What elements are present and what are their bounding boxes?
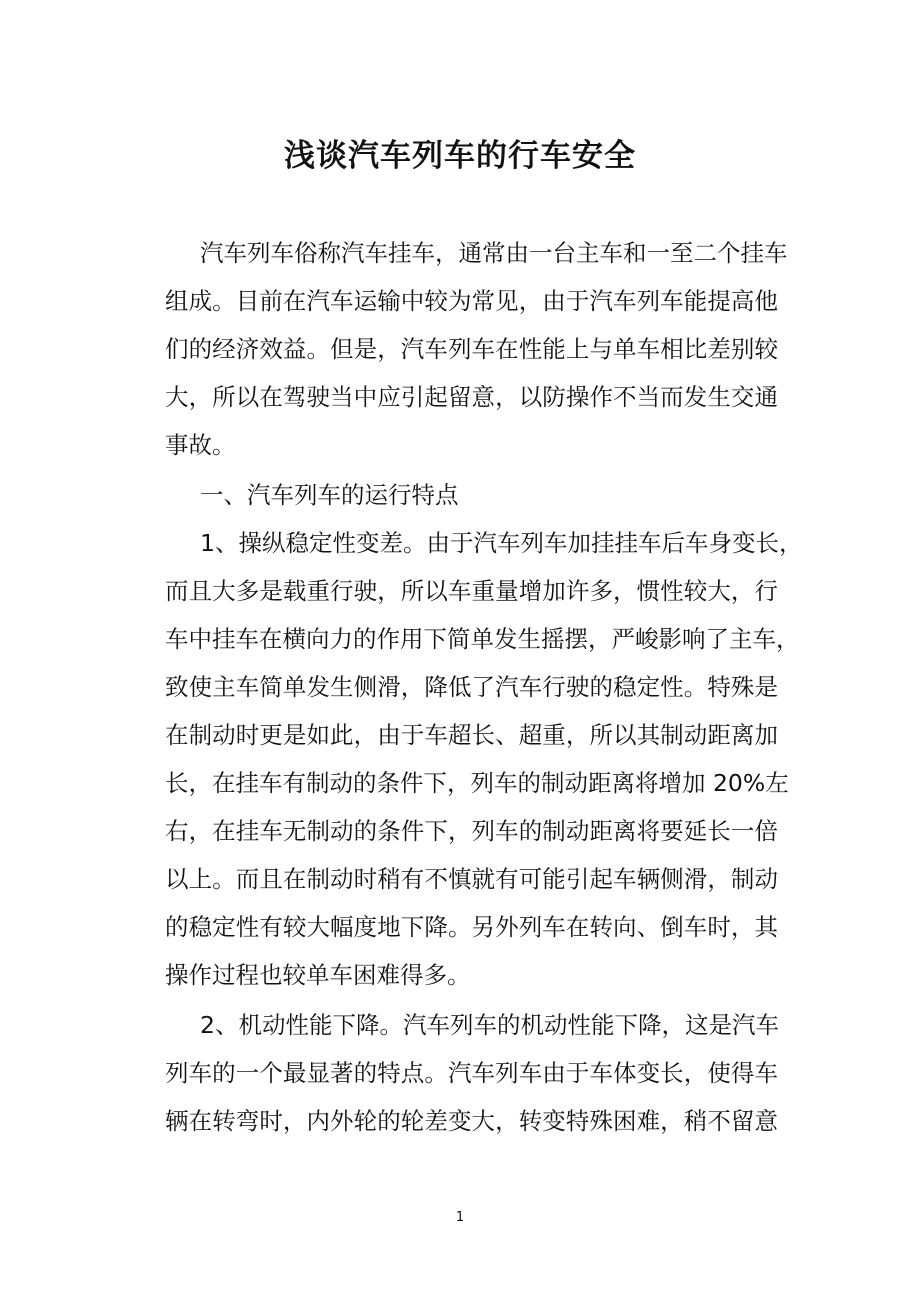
text-line: 们的经济效益。但是，汽车列车在性能上与单车相比差别较: [165, 335, 778, 363]
text-line: 1、操纵稳定性变差。由于汽车列车加挂挂车后车身变长，: [200, 529, 803, 557]
text-line: 右，在挂车无制动的条件下，列车的制动距离将要延长一倍: [165, 817, 778, 845]
text-line: 组成。目前在汽车运输中较为常见，由于汽车列车能提高他: [165, 287, 778, 315]
document-title: 浅谈汽车列车的行车安全: [284, 138, 636, 174]
text-line: 车中挂车在横向力的作用下简单发生摇摆，严峻影响了主车，: [165, 625, 800, 653]
text-line: 以上。而且在制动时稍有不慎就有可能引起车辆侧滑，制动: [165, 865, 778, 893]
text-line: 一、汽车列车的运行特点: [200, 481, 459, 509]
text-line: 操作过程也较单车困难得多。: [165, 961, 471, 989]
text-line: 在制动时更是如此，由于车超长、超重，所以其制动距离加: [165, 721, 778, 749]
text-line: 大，所以在驾驶当中应引起留意，以防操作不当而发生交通: [165, 383, 778, 411]
text-line: 事故。: [165, 431, 236, 459]
text-line: 列车的一个最显著的特点。汽车列车由于车体变长，使得车: [165, 1059, 778, 1087]
text-line: 辆在转弯时，内外轮的轮差变大，转变特殊困难，稍不留意: [165, 1107, 778, 1135]
text-line: 2、机动性能下降。汽车列车的机动性能下降，这是汽车: [200, 1011, 779, 1039]
text-line: 的稳定性有较大幅度地下降。另外列车在转向、倒车时，其: [165, 913, 778, 941]
text-line: 致使主车简单发生侧滑，降低了汽车行驶的稳定性。特殊是: [165, 673, 778, 701]
text-line: 汽车列车俗称汽车挂车，通常由一台主车和一至二个挂车: [200, 239, 788, 267]
text-line: 而且大多是载重行驶，所以车重量增加许多，惯性较大，行: [165, 577, 778, 605]
page-number: 1: [455, 1210, 465, 1225]
text-line: 长，在挂车有制动的条件下，列车的制动距离将增加 20%左: [165, 769, 789, 797]
